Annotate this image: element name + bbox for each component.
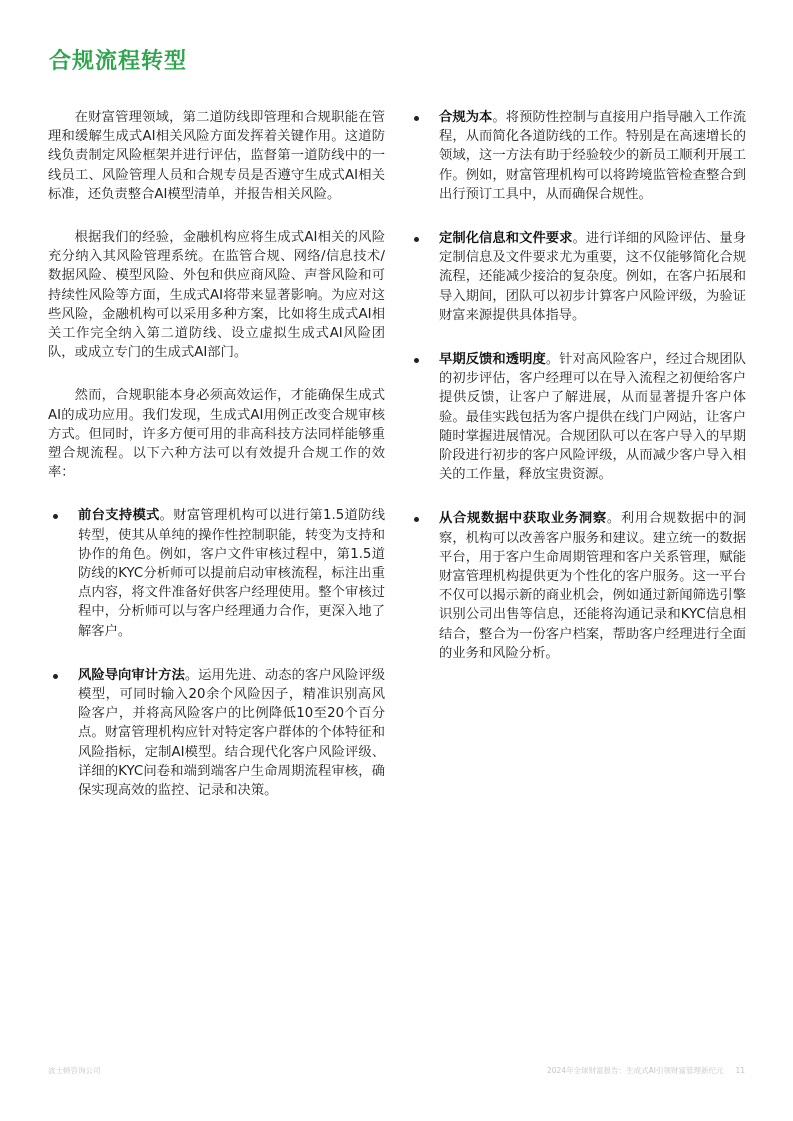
bullet-body: 。财富管理机构可以进行第1.5道防线转型，使其从单纯的操作性控制职能，转变为支持和协作的角色。例如，客户文件审核过程中，第1.5道防线的KYC分析师可以提前启动审核流程，标注出重点内容，将文件准备好供客户经理使用。整个审核过程中，分析师可以与客户经理通力合作，更深入地了解客户。 (78, 508, 385, 639)
bullet-dot-icon (414, 358, 419, 363)
page-title: 合规流程转型 (49, 49, 188, 74)
footer-publisher: 波士顿咨询公司 (48, 1066, 101, 1075)
bullet-dot-icon (414, 237, 419, 242)
bullet-dot-icon (414, 116, 419, 121)
footer-report-name: 2024年全球财富报告：生成式AI引领财富管理新纪元 (547, 1066, 724, 1075)
footer-report-title (547, 1065, 745, 1076)
bullet-heading: 定制化信息和文件要求 (439, 231, 573, 247)
bullet-dot-icon (53, 674, 58, 679)
bullet-risk-based-audit (48, 666, 385, 800)
bullet-early-feedback (409, 350, 746, 484)
bullet-body: 。利用合规数据中的洞察，机构可以改善客户服务和建议。建立统一的数据平台，用于客户生命周期管理和客户关系管理，赋能财富管理机构提供更为个性化的客户服务。这一平台不仅可以揭示新的商业机会，例如通过新闻筛选引擎识别公司出售等信息，还能将沟通记录和KYC信息相结合，整合为一份客户档案，帮助客户经理进行全面的业务和风险分析。 (439, 511, 747, 661)
bullet-front-office-support (48, 506, 385, 640)
right-column (409, 108, 746, 688)
bullet-body: 。将预防性控制与直接用户指导融入工作流程，从而简化各道防线的工作。特别是在高速增长的领域，这一方法有助于经验较少的新员工顺利开展工作。例如，财富管理机构可以将跨境监管检查整合到出行预订工具中，从而确保合规性。 (439, 110, 747, 202)
bullet-heading: 合规为本 (439, 110, 493, 125)
bullet-heading: 早期反馈和透明度 (439, 352, 546, 368)
bullet-body: 。进行详细的风险评估、量身定制信息及文件要求尤为重要，这不仅能够简化合规流程，还能减少接洽的复杂度。例如，在客户拓展和导入期间，团队可以初步计算客户风险评级，为验证财富来源提供具体指导。 (439, 231, 747, 323)
left-column (48, 108, 385, 825)
page-number: 11 (735, 1066, 745, 1075)
efficiency-paragraph: 然而，合规职能本身必须高效运作，才能确保生成式AI的成功应用。我们发现，生成式AI用例正改变合规审核方式。但同时，许多方便可用的非高科技方法同样能够重塑合规流程。以下六种方法可以有效提升合规工作的效率： (48, 388, 385, 481)
intro-paragraph: 在财富管理领域，第二道防线即管理和合规职能在管理和缓解生成式AI相关风险方面发挥着关键作用。这道防线负责制定风险框架并进行评估，监督第一道防线中的一线员工、风险管理人员和合规专员是否遵守生成式AI相关标准，还负责整合AI模型清单，并报告相关风险。 (48, 110, 385, 202)
bullet-compliance-by-design (409, 108, 746, 204)
bullet-dot-icon (53, 514, 58, 519)
bullet-body: 。针对高风险客户，经过合规团队的初步评估，客户经理可以在导入流程之初便给客户提供反馈，让客户了解进展，从而显著提升客户体验。最佳实践包括为客户提供在线门户网站，让客户随时掌握进展情况。合规团队可以在客户导入的早期阶段进行初步的客户风险评级，从而减少客户导入相关的工作量，释放宝贵资源。 (439, 352, 747, 483)
right-bullet-list (409, 108, 746, 663)
bullet-business-insights (409, 509, 746, 663)
risk-integration-paragraph: 根据我们的经验，金融机构应将生成式AI相关的风险充分纳入其风险管理系统。在监管合规、网络/信息技术/数据风险、模型风险、外包和供应商风险、声誉风险和可持续性风险等方面，生成式AI将带来显著影响。为应对这些风险，金融机构可以采用多种方案，比如将生成式AI相关工作完全纳入第二道防线、设立虚拟生成式AI风险团队，或成立专门的生成式AI部门。 (48, 230, 385, 361)
bullet-body: 。运用先进、动态的客户风险评级模型，可同时输入20余个风险因子，精准识别高风险客户，并将高风险客户的比例降低10至20个百分点。财富管理机构应针对特定客户群体的个体特征和风险指标，定制AI模型。结合现代化客户风险评级、详细的KYC问卷和端到端客户生命周期流程审核，确保实现高效的监控、记录和决策。 (78, 667, 386, 799)
bullet-heading: 风险导向审计方法 (78, 667, 185, 683)
bullet-tailored-documentation (409, 229, 746, 325)
left-bullet-list (48, 506, 385, 800)
bullet-heading: 前台支持模式 (78, 508, 160, 524)
bullet-heading: 从合规数据中获取业务洞察 (439, 511, 607, 527)
bullet-dot-icon (414, 517, 419, 522)
